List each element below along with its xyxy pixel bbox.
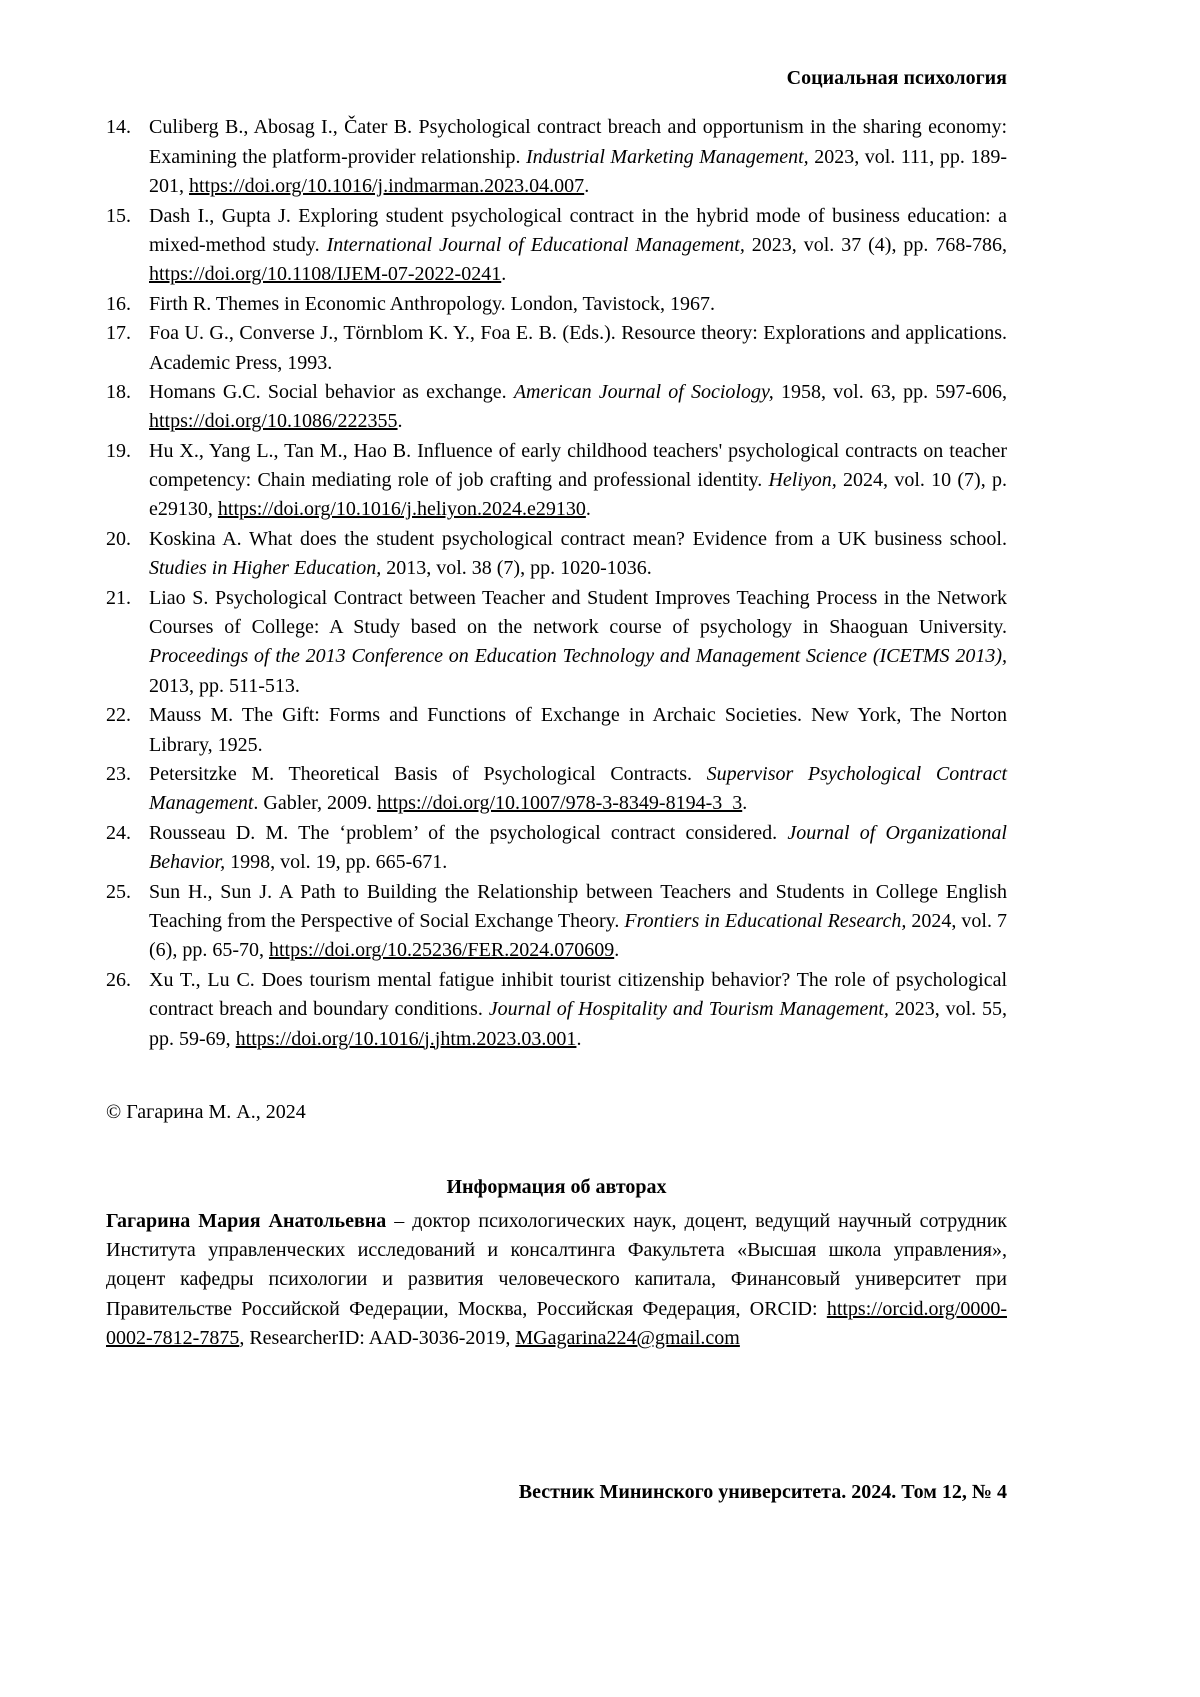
reference-text: 2013, vol. 38 (7), pp. 1020-1036. — [381, 557, 652, 580]
reference-text: Journal of Organizational Behavior, — [149, 821, 1007, 874]
journal-footer: Вестник Мининского университета. 2024. Том 12, № 4 — [518, 1481, 1007, 1503]
authors-section-title: Информация об авторах — [446, 1176, 667, 1199]
reference-text: . — [501, 263, 507, 286]
reference-text: Culiberg B., Abosag I., Čater B. Psychological contract breach and opportunism in the sharing economy: Examining the platform-provider relationship. — [149, 116, 1007, 168]
reference-text: Petersitzke M. Theoretical Basis of Psychological Contracts. — [149, 762, 707, 785]
reference-text: Proceedings of the 2013 Conference on Education Technology and Management Science (ICETMS 2013), — [149, 645, 1007, 668]
reference-number: 22. — [106, 704, 131, 727]
reference-number: 24. — [106, 821, 131, 844]
reference-item — [106, 584, 1007, 702]
reference-text: 2023, vol. 111, pp. 189-201, — [149, 145, 1008, 198]
reference-item — [106, 966, 1007, 1054]
reference-text: . — [742, 792, 748, 815]
reference-text: Rousseau D. M. The ‘problem’ of the psychological contract considered. — [149, 821, 788, 844]
reference-number: 16. — [106, 292, 131, 315]
reference-item — [106, 878, 1007, 966]
reference-text: . — [584, 175, 590, 198]
reference-list — [106, 113, 1007, 1054]
reference-text: 1998, vol. 19, pp. 665-671. — [225, 851, 448, 874]
reference-text: 2024, vol. 10 (7), p. e29130, — [149, 469, 1007, 521]
running-head: Социальная психология — [786, 67, 1007, 89]
reference-item — [106, 760, 1007, 819]
reference-text: Mauss M. The Gift: Forms and Functions of Exchange in Archaic Societies. New York, The Norton Library, 1925. — [149, 704, 1007, 756]
reference-text: American Journal of Sociology, — [513, 380, 774, 403]
reference-link[interactable]: https://doi.org/10.1007/978-3-8349-8194-3_3 — [377, 792, 743, 815]
copyright-line: © Гагарина М. А., 2024 — [106, 1100, 306, 1123]
reference-item — [106, 819, 1007, 878]
author-info-text: , ResearcherID: AAD-3036-2019, — [239, 1327, 516, 1350]
reference-text: Homans G.C. Social behavior as exchange. — [149, 380, 514, 403]
reference-text: Hu X., Yang L., Tan M., Hao B. Influence of early childhood teachers' psychological contracts on teacher competency: Chain mediating role of job crafting and professional identity. — [149, 439, 1007, 492]
reference-text: 2023, vol. 55, pp. 59-69, — [149, 998, 1007, 1050]
reference-text: 1958, vol. 63, pp. 597-606, — [773, 380, 1008, 403]
reference-text: Frontiers in Educational Research, — [624, 909, 907, 932]
reference-text: . — [585, 498, 591, 521]
reference-link[interactable]: https://doi.org/10.1016/j.heliyon.2024.e29130 — [217, 498, 586, 521]
reference-text: . — [397, 410, 403, 433]
author-info-link[interactable]: MGagarina224@gmail.com — [515, 1327, 740, 1350]
reference-text: . Gabler, 2009. — [253, 792, 378, 815]
reference-text: Industrial Marketing Management, — [526, 145, 809, 168]
reference-number: 18. — [106, 380, 131, 403]
reference-number: 20. — [106, 527, 131, 550]
reference-text: International Journal of Educational Management, — [326, 233, 745, 256]
reference-text: Sun H., Sun J. A Path to Building the Relationship between Teachers and Students in College English Teaching from the Perspective of Social Exchange Theory. — [149, 880, 1007, 932]
reference-text: 2023, vol. 37 (4), pp. 768-786, — [744, 233, 1007, 256]
reference-text: Heliyon, — [768, 469, 837, 492]
reference-link[interactable]: https://doi.org/10.1086/222355 — [149, 410, 398, 433]
author-info-text: Гагарина Мария Анатольевна — [106, 1209, 387, 1232]
reference-text: Liao S. Psychological Contract between Teacher and Student Improves Teaching Process in the Network Courses of College: A Study based on the network course of psychology in Shaoguan University. — [149, 586, 1007, 639]
reference-text: 2024, vol. 7 (6), pp. 65-70, — [149, 909, 1007, 962]
author-info-paragraph — [106, 1207, 1007, 1354]
reference-text: Studies in Higher Education, — [149, 557, 382, 580]
reference-item — [106, 437, 1007, 525]
reference-text: Koskina A. What does the student psychological contract mean? Evidence from a UK business school. — [149, 527, 1007, 550]
reference-number: 26. — [106, 968, 131, 991]
reference-link[interactable]: https://doi.org/10.1016/j.jhtm.2023.03.001 — [235, 1027, 577, 1050]
reference-item — [106, 113, 1007, 201]
reference-number: 19. — [106, 439, 131, 462]
reference-number: 14. — [106, 116, 131, 139]
reference-item — [106, 525, 1007, 584]
reference-link[interactable]: https://doi.org/10.25236/FER.2024.070609 — [268, 939, 615, 962]
reference-item — [106, 319, 1007, 378]
reference-text: Foa U. G., Converse J., Törnblom K. Y., Foa E. B. (Eds.). Resource theory: Explorations and applications. Academic Press, 1993. — [149, 322, 1007, 374]
reference-text: 2013, pp. 511-513. — [149, 674, 300, 697]
reference-text: Xu T., Lu C. Does tourism mental fatigue inhibit tourist citizenship behavior? The role of psychological contract breach and boundary conditions. — [149, 968, 1007, 1021]
reference-text: . — [614, 939, 620, 962]
reference-number: 21. — [106, 586, 131, 609]
author-info-link[interactable]: https://orcid.org/0000-0002-7812-7875 — [106, 1297, 1007, 1350]
author-info-text: – доктор психологических наук, доцент, ведущий научный сотрудник Института управленческих исследований и консалтинга Факультета «Высшая школа управления», доцент кафедры психологии и развития человеческого капитала, Финансовый университет при Правительстве Российской Федерации, Москва, Российская Федерация, ORCID: — [106, 1209, 1008, 1320]
reference-item — [106, 290, 1007, 319]
reference-text: Journal of Hospitality and Tourism Management, — [488, 998, 889, 1021]
reference-number: 23. — [106, 762, 131, 785]
reference-number: 15. — [106, 204, 131, 227]
reference-item — [106, 701, 1007, 760]
reference-text: Supervisor Psychological Contract Management — [149, 762, 1007, 815]
reference-item — [106, 202, 1007, 290]
reference-text: . — [576, 1027, 582, 1050]
reference-number: 17. — [106, 322, 131, 345]
reference-number: 25. — [106, 880, 131, 903]
reference-text: Firth R. Themes in Economic Anthropology. London, Tavistock, 1967. — [149, 292, 715, 315]
reference-link[interactable]: https://doi.org/10.1108/IJEM-07-2022-0241 — [149, 263, 502, 286]
reference-text: Dash I., Gupta J. Exploring student psychological contract in the hybrid mode of business education: a mixed-method study. — [149, 204, 1007, 256]
reference-link[interactable]: https://doi.org/10.1016/j.indmarman.2023.04.007 — [189, 175, 585, 198]
reference-item — [106, 378, 1007, 437]
